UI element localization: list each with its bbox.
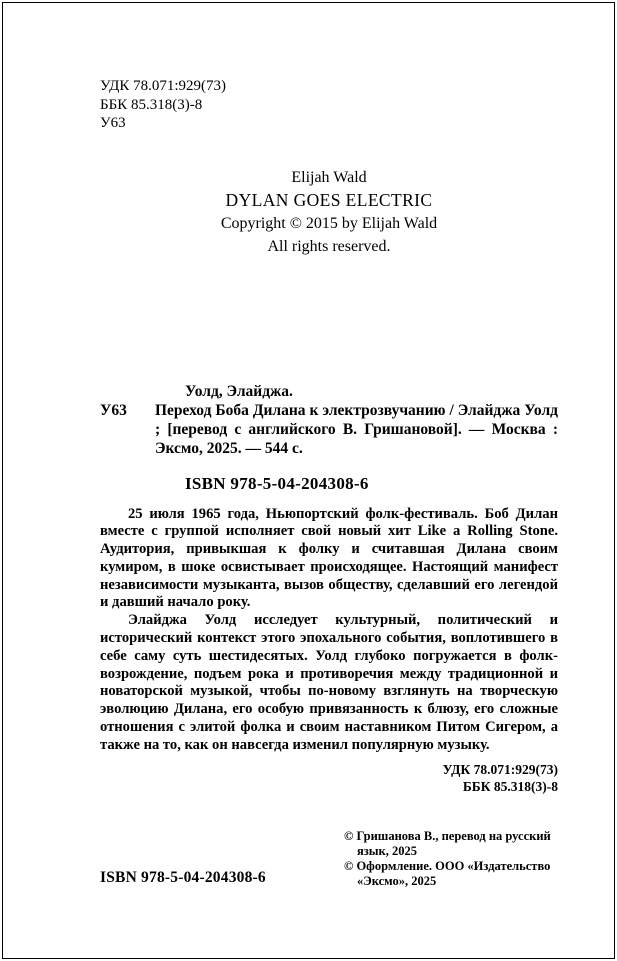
copyright-translation: © Гришанова В., перевод на русский язык, 2025 [344, 828, 551, 858]
original-copyright-line: Copyright © 2015 by Elijah Wald [220, 214, 438, 232]
original-author: Elijah Wald [291, 168, 367, 186]
copyright-notices [344, 829, 558, 890]
original-rights-line: All rights reserved. [267, 237, 391, 255]
udk-code-top: УДК 78.071:929(73) [100, 78, 226, 94]
bbk-code-top: ББК 85.318(3)-8 [100, 96, 203, 113]
book-imprint-page [2, 2, 615, 959]
original-edition-block [100, 166, 558, 258]
author-sign-code: У63 [100, 115, 126, 131]
isbn-footer: ISBN 978-5-04-204308-6 [100, 869, 266, 887]
catalog-entry [100, 401, 558, 458]
bbk-code-bottom: ББК 85.318(3)-8 [462, 779, 558, 795]
classification-codes-bottom [100, 761, 558, 796]
classification-codes-top [100, 77, 558, 133]
catalog-author-heading: Уолд, Элайджа. [185, 382, 293, 400]
copyright-design: © Оформление. ООО «Издательство «Эксмо», 2025 [344, 859, 551, 889]
catalog-description: Переход Боба Дилана к электрозвучанию / Элайджа Уолд ; [перевод с английского В. Гришановой]. — Москва : Эксмо, 2025. — 544 с. [155, 401, 558, 457]
original-title: DYLAN GOES ELECTRIC [225, 189, 433, 210]
annotation-paragraph-2: Элайджа Уолд исследует культурный, политический и исторический контекст этого эпохального события, воплотившего в себе саму суть шестидесятых. Уолд глубоко погружается в фолк-возрождение, подъем рока и противоречия между традиционной и новаторской музыкой, чтобы по-новому взглянуть на творческую эволюцию Дилана, его особую привязанность к блюзу, его сложные отношения с элитой фолка и своим наставником Питом Сигером, а также на то, как он навсегда изменил популярную музыку. [100, 612, 558, 753]
isbn-main: ISBN 978-5-04-204308-6 [185, 473, 369, 493]
catalog-card [100, 382, 558, 493]
annotation-paragraph-1: 25 июля 1965 года, Ньюпортский фолк-фестиваль. Боб Дилан вместе с группой исполняет свой новый хит Like a Rolling Stone. Аудитория, привыкшая к фолку и считавшая Дилана своим кумиром, в шоке освистывает происходящее. Настоящий манифест независимости музыканта, вызов обществу, сделавший его легендой и давший начало року. [100, 505, 558, 611]
footer-row [100, 829, 558, 890]
catalog-index-code: У63 [100, 401, 127, 419]
udk-code-bottom: УДК 78.071:929(73) [442, 761, 558, 777]
